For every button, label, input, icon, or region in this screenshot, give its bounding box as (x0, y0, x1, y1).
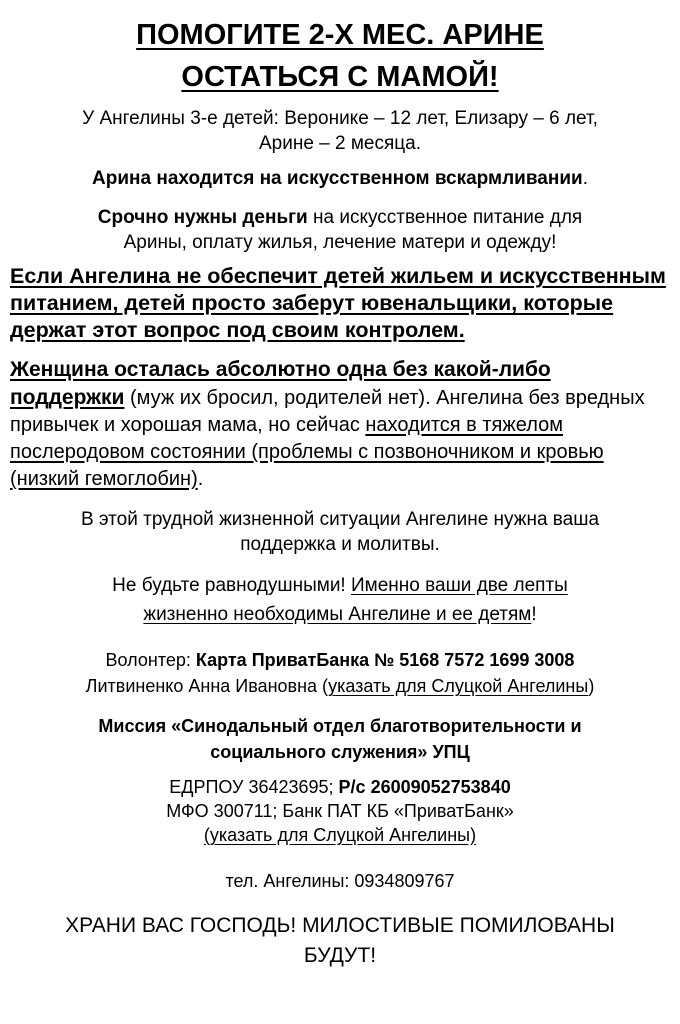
blessing-paragraph (10, 911, 670, 971)
urgent-rest: на искусственное питание для (307, 207, 583, 228)
appeal-underlined-1: Именно ваши две лепты (351, 575, 568, 596)
appeal-normal: Не будьте равнодушными! (112, 575, 351, 596)
volunteer-card: Карта ПриватБанка № 5168 7572 1699 3008 (195, 650, 575, 670)
feeding-end: . (582, 168, 588, 189)
flyer-title (10, 14, 670, 98)
situation-line-1: В этой трудной жизненной ситуации Ангелине нужна ваша (80, 509, 600, 530)
intro-paragraph (10, 106, 670, 156)
alone-end: . (197, 468, 204, 490)
blessing-line-1: ХРАНИ ВАС ГОСПОДЬ! МИЛОСТИВЫЕ ПОМИЛОВАНЫ (65, 914, 615, 937)
volunteer-note: указать для Слуцкой Ангелины (328, 676, 589, 696)
mission-line-2: социального служения» УПЦ (210, 742, 470, 762)
alone-paragraph (10, 356, 670, 493)
bank-edrpou: ЕДРПОУ 36423695; (169, 777, 339, 797)
volunteer-label: Волонтер: (105, 650, 196, 670)
volunteer-paragraph (10, 647, 670, 699)
warning-paragraph: Если Ангелина не обеспечит детей жильем и искусственным питанием, детей просто заберут ювенальщики, которые держат этот вопрос под своим контролем. (10, 264, 666, 342)
alone-bold: Женщина осталась абсолютно одна без какой-либо поддержки (10, 358, 551, 409)
alone-underlined: находится в тяжелом послеродовом состоянии (проблемы с позвоночником и кровью (низкий гемоглобин) (10, 414, 604, 490)
urgent-paragraph (10, 205, 670, 255)
appeal-underlined-2: жизненно необходимы Ангелине и ее детям (143, 604, 532, 625)
feeding-paragraph (10, 166, 670, 191)
phone-line: тел. Ангелины: 0934809767 (225, 871, 455, 891)
situation-line-2: поддержка и молитвы. (240, 534, 440, 555)
intro-line-1: У Ангелины 3-е детей: Веронике – 12 лет, Елизару – 6 лет, (82, 108, 598, 129)
title-line-2: ОСТАТЬСЯ С МАМОЙ! (181, 61, 499, 93)
urgent-line-2: Арины, оплату жилья, лечение матери и одежду! (123, 232, 557, 253)
bank-account: Р/с 26009052753840 (338, 777, 511, 797)
appeal-end: ! (531, 604, 537, 625)
intro-line-2: Арине – 2 месяца. (258, 133, 422, 154)
bank-paragraph (10, 775, 670, 847)
mission-line-1: Миссия «Синодальный отдел благотворительности и (98, 716, 582, 736)
feeding-text: Арина находится на искусственном вскармливании (92, 168, 583, 189)
title-line-1: ПОМОГИТЕ 2-Х МЕС. АРИНЕ (136, 19, 544, 51)
bank-mfo: МФО 300711; Банк ПАТ КБ «ПриватБанк» (166, 801, 514, 821)
bank-note: (указать для Слуцкой Ангелины) (203, 825, 477, 845)
mission-paragraph (10, 713, 670, 765)
appeal-paragraph (10, 571, 670, 629)
situation-paragraph (10, 507, 670, 557)
blessing-line-2: БУДУТ! (303, 944, 377, 967)
alone-normal: (муж их бросил, родителей нет). Ангелина без вредных привычек и хорошая мама, но сейчас (10, 387, 645, 436)
volunteer-close: ) (588, 676, 595, 696)
urgent-bold: Срочно нужны деньги (97, 207, 308, 228)
volunteer-name: Литвиненко Анна Ивановна ( (85, 676, 329, 696)
